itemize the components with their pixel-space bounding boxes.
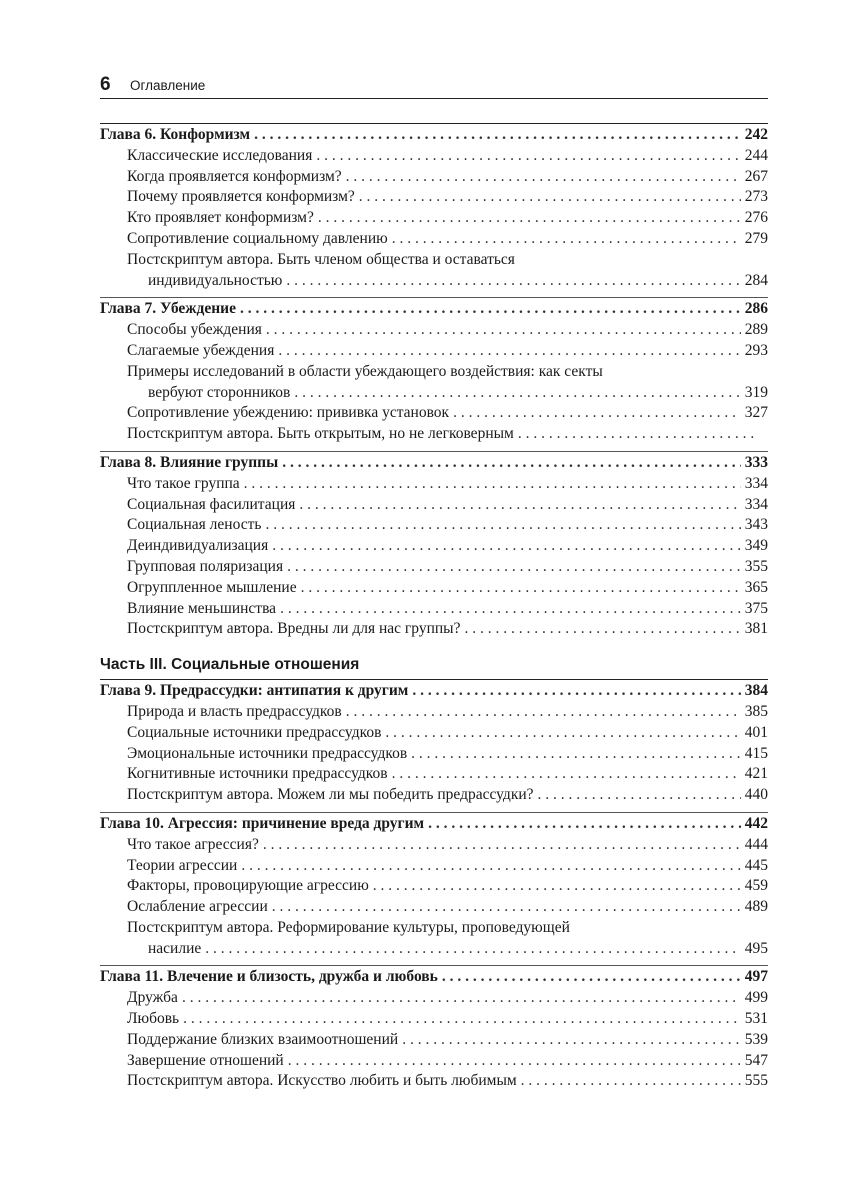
page-ref: 489	[744, 898, 768, 916]
dot-leader	[385, 723, 740, 744]
entry-title: Что такое агрессия?	[127, 835, 259, 853]
dot-leader	[240, 299, 741, 320]
toc-entry[interactable]	[100, 785, 768, 806]
page-ref: 343	[744, 516, 768, 534]
dot-leader	[453, 403, 741, 424]
entry-title: Классические исследования	[127, 146, 313, 164]
dot-leader	[282, 453, 741, 474]
entry-title: Постскриптум автора. Искусство любить и быть любимым	[127, 1072, 517, 1090]
page-ref: 381	[744, 620, 768, 638]
dot-leader	[182, 988, 741, 1009]
toc-entry[interactable]	[100, 320, 768, 341]
toc-entry[interactable]	[100, 599, 768, 620]
page-ref: 459	[744, 877, 768, 895]
chapter-title: Глава 8. Влияние группы	[100, 453, 279, 471]
page-ref: 334	[744, 495, 768, 513]
page-ref: 499	[744, 989, 768, 1007]
page-ref: 319	[744, 383, 768, 401]
chapter-heading[interactable]	[100, 814, 768, 835]
page-ref: 267	[744, 167, 768, 185]
entry-title: Социальная фасилитация	[127, 495, 296, 513]
dot-leader	[272, 536, 741, 557]
page-ref: 333	[744, 453, 768, 471]
page-ref: 276	[744, 209, 768, 227]
dot-leader	[518, 424, 758, 445]
dot-leader	[183, 1009, 741, 1030]
toc-entry[interactable]	[100, 495, 768, 516]
page-number: 6	[100, 74, 111, 95]
dot-leader	[205, 939, 740, 960]
dot-leader	[464, 619, 740, 640]
dot-leader	[346, 167, 741, 188]
entry-title: Способы убеждения	[127, 321, 262, 339]
page-ref: 539	[744, 1030, 768, 1048]
dot-leader	[287, 557, 741, 578]
page-ref: 284	[744, 271, 768, 289]
toc-entry[interactable]	[100, 474, 768, 495]
entry-title: Постскриптум автора. Можем ли мы победить предрассудки?	[127, 786, 534, 804]
page-ref: 385	[744, 702, 768, 720]
toc-entry-multiline-rest[interactable]	[100, 271, 768, 292]
chapter-title: Глава 11. Влечение и близость, дружба и любовь	[100, 968, 438, 986]
entry-title: Природа и власть предрассудков	[127, 702, 342, 720]
chapter-title: Глава 9. Предрассудки: антипатия к другим	[100, 682, 409, 700]
dot-leader	[538, 785, 741, 806]
table-of-contents	[100, 123, 768, 1098]
chapter-8	[100, 451, 768, 640]
dot-leader	[402, 1030, 741, 1051]
entry-title: Сопротивление социальному давлению	[127, 229, 388, 247]
chapter-7	[100, 297, 768, 445]
dot-leader	[280, 599, 741, 620]
dot-leader	[266, 320, 741, 341]
page-ref: 244	[744, 146, 768, 164]
page-ref: 279	[744, 229, 768, 247]
dot-leader	[286, 271, 740, 292]
entry-title: Огруппленное мышление	[127, 578, 297, 596]
entry-title: Социальные источники предрассудков	[127, 723, 382, 741]
entry-title: Что такое группа	[127, 474, 240, 492]
toc-entry[interactable]	[100, 764, 768, 785]
dot-leader	[265, 515, 740, 536]
toc-entry[interactable]	[100, 744, 768, 765]
dot-leader	[244, 474, 741, 495]
entry-title: Эмоциональные источники предрассудков	[127, 744, 408, 762]
toc-entry-multiline-first[interactable]	[100, 362, 768, 383]
running-title: Оглавление	[130, 78, 206, 93]
chapter-10	[100, 812, 768, 960]
page-ref: 531	[744, 1010, 768, 1028]
page-ref: 445	[744, 856, 768, 874]
chapter-heading[interactable]	[100, 967, 768, 988]
toc-entry[interactable]	[100, 723, 768, 744]
entry-title-cont: индивидуальностью	[148, 271, 283, 289]
page-ref: 444	[744, 835, 768, 853]
entry-title-cont: вербуют сторонников	[148, 383, 291, 401]
toc-entry[interactable]	[100, 515, 768, 536]
chapter-title: Глава 6. Конформизм	[100, 126, 251, 143]
dot-leader	[272, 897, 741, 918]
dot-leader	[346, 702, 741, 723]
toc-entry-multiline-rest[interactable]	[100, 939, 768, 960]
toc-entry[interactable]	[100, 403, 768, 424]
page-ref: 415	[744, 744, 768, 762]
chapter-heading[interactable]	[100, 681, 768, 702]
dot-leader	[373, 876, 741, 897]
dot-leader	[428, 814, 741, 835]
page-ref: 421	[744, 765, 768, 783]
chapter-title: Глава 7. Убеждение	[100, 300, 236, 318]
entry-title: Деиндивидуализация	[127, 537, 269, 555]
page-ref: 355	[744, 557, 768, 575]
page-ref: 273	[744, 188, 768, 206]
dot-leader	[392, 764, 741, 785]
page-ref: 286	[744, 300, 768, 318]
dot-leader	[316, 146, 740, 167]
entry-title: Теории агрессии	[127, 856, 238, 874]
toc-entry[interactable]	[100, 187, 768, 208]
toc-entry[interactable]	[100, 229, 768, 250]
toc-entry[interactable]	[100, 835, 768, 856]
page-ref: 242	[744, 126, 768, 143]
toc-entry[interactable]	[100, 341, 768, 362]
page-ref: 384	[744, 682, 768, 700]
entry-title: Факторы, провоцирующие агрессию	[127, 877, 369, 895]
toc-entry[interactable]	[100, 856, 768, 877]
dot-leader	[254, 125, 741, 146]
entry-title: Постскриптум автора. Быть членом общества и оставаться	[127, 250, 515, 268]
toc-entry[interactable]	[100, 619, 768, 640]
page-header	[100, 74, 768, 99]
dot-leader	[318, 208, 741, 229]
dot-leader	[412, 681, 740, 702]
toc-entry[interactable]	[100, 424, 768, 445]
page-ref: 401	[744, 723, 768, 741]
toc-entry[interactable]	[100, 1071, 768, 1092]
entry-title: Любовь	[127, 1010, 180, 1028]
toc-entry-multiline-first[interactable]	[100, 250, 768, 271]
page-ref: 497	[744, 968, 768, 986]
dot-leader	[301, 578, 741, 599]
page-ref: 495	[744, 939, 768, 957]
toc-entry[interactable]	[100, 167, 768, 188]
toc-entry[interactable]	[100, 702, 768, 723]
entry-title: Дружба	[127, 989, 178, 1007]
entry-title: Кто проявляет конформизм?	[127, 209, 314, 227]
dot-leader	[288, 1051, 741, 1072]
dot-leader	[263, 835, 741, 856]
chapter-9	[100, 679, 768, 806]
toc-entry[interactable]	[100, 897, 768, 918]
toc-entry[interactable]	[100, 536, 768, 557]
toc-entry[interactable]	[100, 1051, 768, 1072]
page-ref: 327	[744, 404, 768, 422]
page-ref: 555	[744, 1072, 768, 1090]
entry-title: Поддержание близких взаимоотношений	[127, 1030, 399, 1048]
page-ref: 293	[744, 341, 768, 359]
toc-entry-multiline-first[interactable]	[100, 918, 768, 939]
chapter-heading[interactable]	[100, 125, 768, 146]
toc-entry[interactable]	[100, 146, 768, 167]
part-heading: Часть III. Социальные отношения	[100, 656, 360, 674]
toc-entry[interactable]	[100, 988, 768, 1009]
chapter-11	[100, 965, 768, 1092]
page-ref: 349	[744, 537, 768, 555]
page-ref: 547	[744, 1051, 768, 1069]
page-ref: 442	[744, 814, 768, 832]
toc-entry[interactable]	[100, 208, 768, 229]
entry-title: Слагаемые убеждения	[127, 341, 275, 359]
entry-title: Завершение отношений	[127, 1051, 284, 1069]
entry-title: Почему проявляется конформизм?	[127, 188, 355, 206]
entry-title: Примеры исследований в области убеждающего воздействия: как секты	[127, 362, 603, 380]
entry-title: Социальная леность	[127, 516, 262, 534]
dot-leader	[294, 383, 740, 404]
dot-leader	[299, 495, 740, 516]
entry-title: Влияние меньшинства	[127, 599, 277, 617]
dot-leader	[442, 967, 741, 988]
entry-title: Постскриптум автора. Реформирование культуры, проповедующей	[127, 918, 570, 936]
chapter-title: Глава 10. Агрессия: причинение вреда другим	[100, 814, 425, 832]
entry-title: Постскриптум автора. Быть открытым, но не легковерным	[127, 425, 514, 443]
page-ref: 440	[744, 786, 768, 804]
page-ref: 365	[744, 578, 768, 596]
entry-title: Когнитивные источники предрассудков	[127, 765, 388, 783]
dot-leader	[392, 229, 741, 250]
dot-leader	[359, 187, 741, 208]
chapter-6	[100, 123, 768, 291]
dot-leader	[411, 744, 741, 765]
dot-leader	[278, 341, 740, 362]
page-ref: 334	[744, 474, 768, 492]
chapter-heading[interactable]	[100, 453, 768, 474]
toc-entry-multiline-rest[interactable]	[100, 383, 768, 404]
entry-title: Ослабление агрессии	[127, 898, 268, 916]
page-ref: 289	[744, 321, 768, 339]
toc-entry[interactable]	[100, 1009, 768, 1030]
entry-title: Групповая поляризация	[127, 557, 284, 575]
chapter-heading[interactable]	[100, 299, 768, 320]
toc-entry[interactable]	[100, 1030, 768, 1051]
entry-title: Когда проявляется конформизм?	[127, 167, 342, 185]
dot-leader	[521, 1071, 741, 1092]
toc-entry[interactable]	[100, 578, 768, 599]
entry-title-cont: насилие	[148, 939, 202, 957]
dot-leader	[241, 856, 740, 877]
toc-entry[interactable]	[100, 876, 768, 897]
toc-entry[interactable]	[100, 557, 768, 578]
entry-title: Постскриптум автора. Вредны ли для нас группы?	[127, 620, 461, 638]
entry-title: Сопротивление убеждению: прививка установок	[127, 404, 450, 422]
page-ref: 375	[744, 599, 768, 617]
